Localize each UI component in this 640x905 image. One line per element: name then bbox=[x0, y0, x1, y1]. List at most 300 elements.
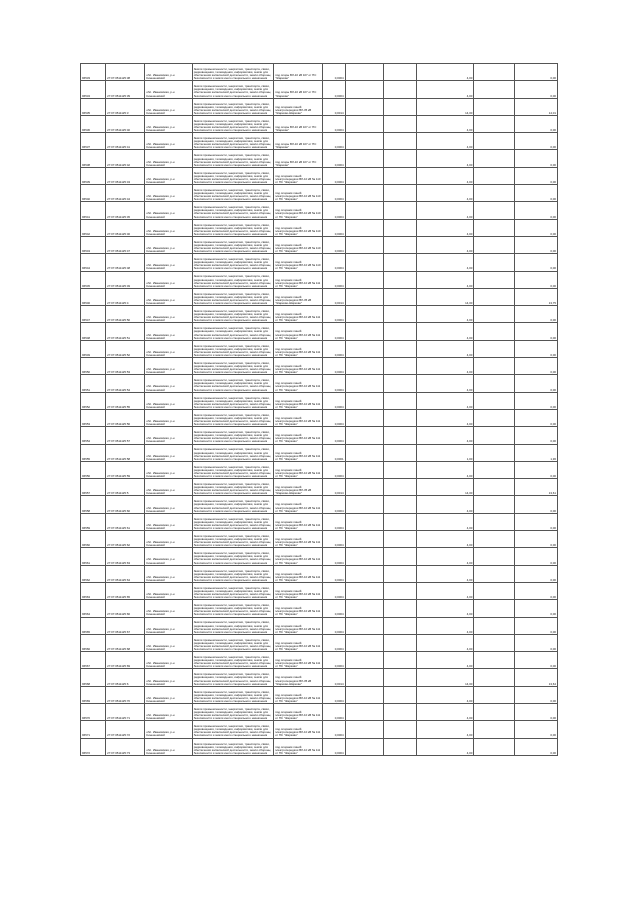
row-number: 96542 bbox=[81, 219, 106, 236]
empty-cell bbox=[383, 686, 416, 703]
value-b: 0,00 bbox=[514, 409, 557, 426]
address: обл. Ивановская, р-н Кинешемский bbox=[145, 219, 192, 236]
row-number: 96549 bbox=[81, 340, 106, 357]
permitted-use: под опорами линий электропередачи ВЛ-10 кВ № 111 от ПС "Жарково" bbox=[274, 686, 323, 703]
row-number: 96550 bbox=[81, 358, 106, 375]
address: обл. Ивановская, р-н Кинешемский bbox=[145, 479, 192, 496]
land-category: Земли промышленности, энергетики, транспорта, связи, радиовещания, телевидения, информатики, земли для обеспечения космической деятельности, земли обороны, безопасности и земли иного специального назначения bbox=[192, 531, 274, 548]
row-number: 96563 bbox=[81, 582, 106, 599]
value-a: 4,00 bbox=[417, 219, 474, 236]
value-a: 4,00 bbox=[417, 133, 474, 150]
empty-cell bbox=[383, 634, 416, 651]
empty-cell bbox=[474, 64, 514, 81]
area-value: 0,0004 bbox=[323, 150, 345, 167]
empty-cell bbox=[383, 617, 416, 634]
value-b: 0,00 bbox=[514, 617, 557, 634]
permitted-use: под опоры ВЛ-10 кВ 107 от ПС "Жарково" bbox=[274, 64, 323, 81]
value-b: 0,00 bbox=[514, 565, 557, 582]
permitted-use: под опорами линий электропередачи ВЛ-10 кВ № 110 от ПС "Жарково" bbox=[274, 185, 323, 202]
value-a: 4,00 bbox=[417, 600, 474, 617]
value-a: 4,00 bbox=[417, 738, 474, 755]
empty-cell bbox=[474, 306, 514, 323]
value-a: 4,00 bbox=[417, 461, 474, 478]
row-number: 96555 bbox=[81, 444, 106, 461]
empty-cell bbox=[474, 461, 514, 478]
land-category: Земли промышленности, энергетики, транспорта, связи, радиовещания, телевидения, информатики, земли для обеспечения космической деятельности, земли обороны, безопасности и земли иного специального назначения bbox=[192, 306, 274, 323]
empty-cell bbox=[383, 565, 416, 582]
empty-cell bbox=[383, 185, 416, 202]
table-row bbox=[81, 479, 558, 496]
area-value: 0,0004 bbox=[323, 427, 345, 444]
empty-cell bbox=[383, 479, 416, 496]
table-row bbox=[81, 496, 558, 513]
value-b: 0,00 bbox=[514, 686, 557, 703]
land-category: Земли промышленности, энергетики, транспорта, связи, радиовещания, телевидения, информатики, земли для обеспечения космической деятельности, земли обороны, безопасности и земли иного специального назначения bbox=[192, 358, 274, 375]
area-value: 0,0004 bbox=[323, 202, 345, 219]
land-category: Земли промышленности, энергетики, транспорта, связи, радиовещания, телевидения, информатики, земли для обеспечения космической деятельности, земли обороны, безопасности и земли иного специального назначения bbox=[192, 133, 274, 150]
row-number: 96539 bbox=[81, 167, 106, 184]
empty-cell bbox=[345, 185, 383, 202]
table-row bbox=[81, 219, 558, 236]
land-category: Земли промышленности, энергетики, транспорта, связи, радиовещания, телевидения, информатики, земли для обеспечения космической деятельности, земли обороны, безопасности и земли иного специального назначения bbox=[192, 167, 274, 184]
empty-cell bbox=[383, 703, 416, 720]
area-value: 0,0004 bbox=[323, 306, 345, 323]
value-a: 4,00 bbox=[417, 185, 474, 202]
table-row bbox=[81, 582, 558, 599]
address: обл. Ивановская, р-н Кинешемский bbox=[145, 703, 192, 720]
area-value: 0,0004 bbox=[323, 409, 345, 426]
value-a: 4,00 bbox=[417, 202, 474, 219]
address: обл. Ивановская, р-н Кинешемский bbox=[145, 64, 192, 81]
row-number: 96551 bbox=[81, 375, 106, 392]
cadastral-number: 27:07:0511125:47 bbox=[106, 236, 145, 253]
area-value: 0,0004 bbox=[323, 686, 345, 703]
row-number: 96537 bbox=[81, 133, 106, 150]
table-row bbox=[81, 409, 558, 426]
land-category: Земли промышленности, энергетики, транспорта, связи, радиовещания, телевидения, информатики, земли для обеспечения космической деятельности, земли обороны, безопасности и земли иного специального назначения bbox=[192, 669, 274, 686]
row-number: 96568 bbox=[81, 669, 106, 686]
row-number: 96570 bbox=[81, 703, 106, 720]
table-row bbox=[81, 600, 558, 617]
cadastral-number: 27:07:0511125:48 bbox=[106, 254, 145, 271]
area-value: 0,0004 bbox=[323, 271, 345, 288]
empty-cell bbox=[345, 306, 383, 323]
cadastral-number: 27:07:0511125:68 bbox=[106, 634, 145, 651]
address: обл. Ивановская, р-н Кинешемский bbox=[145, 409, 192, 426]
empty-cell bbox=[383, 548, 416, 565]
empty-cell bbox=[383, 375, 416, 392]
empty-cell bbox=[345, 323, 383, 340]
area-value: 0,0004 bbox=[323, 531, 345, 548]
cadastral-number: 27:07:0511125:70 bbox=[106, 686, 145, 703]
value-b: 0,00 bbox=[514, 496, 557, 513]
empty-cell bbox=[345, 167, 383, 184]
land-category: Земли промышленности, энергетики, транспорта, связи, радиовещания, телевидения, информатики, земли для обеспечения космической деятельности, земли обороны, безопасности и земли иного специального назначения bbox=[192, 185, 274, 202]
empty-cell bbox=[474, 340, 514, 357]
land-category: Земли промышленности, энергетики, транспорта, связи, радиовещания, телевидения, информатики, земли для обеспечения космической деятельности, земли обороны, безопасности и земли иного специального назначения bbox=[192, 254, 274, 271]
empty-cell bbox=[474, 617, 514, 634]
cadastral-number: 27:07:0511125:56 bbox=[106, 409, 145, 426]
row-number: 96548 bbox=[81, 323, 106, 340]
table-row bbox=[81, 652, 558, 669]
cadastral-number: 27:07:0511125:71 bbox=[106, 703, 145, 720]
empty-cell bbox=[474, 531, 514, 548]
empty-cell bbox=[474, 236, 514, 253]
cadastral-number: 27:07:0511125:53 bbox=[106, 358, 145, 375]
address: обл. Ивановская, р-н Кинешемский bbox=[145, 531, 192, 548]
value-b: 0,00 bbox=[514, 271, 557, 288]
land-category: Земли промышленности, энергетики, транспорта, связи, радиовещания, телевидения, информатики, земли для обеспечения космической деятельности, земли обороны, безопасности и земли иного специального назначения bbox=[192, 652, 274, 669]
land-category: Земли промышленности, энергетики, транспорта, связи, радиовещания, телевидения, информатики, земли для обеспечения космической деятельности, земли обороны, безопасности и земли иного специального назначения bbox=[192, 513, 274, 530]
empty-cell bbox=[383, 64, 416, 81]
area-value: 0,0004 bbox=[323, 392, 345, 409]
value-a: 14,00 bbox=[417, 669, 474, 686]
table-row bbox=[81, 513, 558, 530]
land-category: Земли промышленности, энергетики, транспорта, связи, радиовещания, телевидения, информатики, земли для обеспечения космической деятельности, земли обороны, безопасности и земли иного специального назначения bbox=[192, 427, 274, 444]
value-b: 0,00 bbox=[514, 703, 557, 720]
area-value: 0,0001 bbox=[323, 444, 345, 461]
area-value: 0,0004 bbox=[323, 375, 345, 392]
empty-cell bbox=[474, 548, 514, 565]
empty-cell bbox=[474, 427, 514, 444]
empty-cell bbox=[345, 703, 383, 720]
cadastral-number: 27:07:0511125:57 bbox=[106, 427, 145, 444]
land-category: Земли промышленности, энергетики, транспорта, связи, радиовещания, телевидения, информатики, земли для обеспечения космической деятельности, земли обороны, безопасности и земли иного специального назначения bbox=[192, 323, 274, 340]
cadastral-number: 27:07:0511125:40 bbox=[106, 115, 145, 132]
empty-cell bbox=[474, 115, 514, 132]
empty-cell bbox=[474, 150, 514, 167]
permitted-use: под опорами линий электропередачи ВЛ-10 кВ № 111 от ПС "Жарково" bbox=[274, 634, 323, 651]
row-number: 96567 bbox=[81, 652, 106, 669]
empty-cell bbox=[474, 409, 514, 426]
row-number: 96561 bbox=[81, 548, 106, 565]
row-number: 96571 bbox=[81, 721, 106, 738]
value-b: 0,00 bbox=[514, 115, 557, 132]
empty-cell bbox=[383, 513, 416, 530]
empty-cell bbox=[383, 236, 416, 253]
empty-cell bbox=[383, 81, 416, 98]
value-a: 14,00 bbox=[417, 479, 474, 496]
table-row bbox=[81, 721, 558, 738]
address: обл. Ивановская, р-н Кинешемский bbox=[145, 652, 192, 669]
permitted-use: под опорами линий электропередачи ВЛ-10 кВ № 111 от ПС "Жарково" bbox=[274, 496, 323, 513]
area-value: 0,0004 bbox=[323, 496, 345, 513]
cadastral-number: 27:07:0511125:44 bbox=[106, 185, 145, 202]
empty-cell bbox=[345, 721, 383, 738]
empty-cell bbox=[474, 738, 514, 755]
table-row bbox=[81, 236, 558, 253]
value-b: 0,00 bbox=[514, 150, 557, 167]
cadastral-number: 27:07:0511125:62 bbox=[106, 531, 145, 548]
permitted-use: под опорами линий электропередачи ВЛ-10 кВ № 111 от ПС "Жарково" bbox=[274, 271, 323, 288]
cadastral-number: 27:07:0511125:66 bbox=[106, 600, 145, 617]
area-value: 0,0014 bbox=[323, 288, 345, 305]
empty-cell bbox=[345, 236, 383, 253]
area-value: 0,0004 bbox=[323, 634, 345, 651]
empty-cell bbox=[345, 81, 383, 98]
land-register-table bbox=[80, 63, 558, 756]
empty-cell bbox=[345, 219, 383, 236]
value-b: 0,00 bbox=[514, 64, 557, 81]
value-a: 4,00 bbox=[417, 548, 474, 565]
table-row bbox=[81, 115, 558, 132]
empty-cell bbox=[383, 133, 416, 150]
value-a: 4,00 bbox=[417, 81, 474, 98]
value-a: 4,00 bbox=[417, 306, 474, 323]
table-row bbox=[81, 306, 558, 323]
value-b: 0,00 bbox=[514, 392, 557, 409]
land-category: Земли промышленности, энергетики, транспорта, связи, радиовещания, телевидения, информатики, земли для обеспечения космической деятельности, земли обороны, безопасности и земли иного специального назначения bbox=[192, 236, 274, 253]
permitted-use: под опорами линий электропередачи ВЛ-10 кВ № 110 от ПС "Жарково" bbox=[274, 254, 323, 271]
value-a: 4,00 bbox=[417, 565, 474, 582]
row-number: 96557 bbox=[81, 479, 106, 496]
area-value: 0,0004 bbox=[323, 236, 345, 253]
value-a: 4,00 bbox=[417, 375, 474, 392]
permitted-use: под опорами линий электропередачи ВЛ-10 кВ № 111 от ПС "Жарково" bbox=[274, 617, 323, 634]
empty-cell bbox=[383, 358, 416, 375]
area-value: 0,0004 bbox=[323, 64, 345, 81]
value-b: 0,00 bbox=[514, 340, 557, 357]
area-value: 0,0004 bbox=[323, 254, 345, 271]
empty-cell bbox=[345, 513, 383, 530]
empty-cell bbox=[345, 271, 383, 288]
area-value: 0,0004 bbox=[323, 565, 345, 582]
empty-cell bbox=[345, 288, 383, 305]
area-value: 0,0004 bbox=[323, 81, 345, 98]
area-value: 0,0004 bbox=[323, 652, 345, 669]
table-row bbox=[81, 150, 558, 167]
address: обл. Ивановская, р-н Кинешемский bbox=[145, 634, 192, 651]
empty-cell bbox=[383, 254, 416, 271]
permitted-use: под опорами линий электропередачи ВЛ-10 кВ № 111 от ПС "Жарково" bbox=[274, 340, 323, 357]
empty-cell bbox=[345, 409, 383, 426]
empty-cell bbox=[474, 392, 514, 409]
permitted-use: под опорами линий электропередачи ВЛ-10 кВ № 111 от ПС "Жарково" bbox=[274, 461, 323, 478]
value-b: 0,00 bbox=[514, 202, 557, 219]
empty-cell bbox=[474, 323, 514, 340]
row-number: 96562 bbox=[81, 565, 106, 582]
value-a: 4,00 bbox=[417, 721, 474, 738]
address: обл. Ивановская, р-н Кинешемский bbox=[145, 133, 192, 150]
row-number: 96560 bbox=[81, 531, 106, 548]
address: обл. Ивановская, р-н Кинешемский bbox=[145, 617, 192, 634]
value-b: 0,00 bbox=[514, 254, 557, 271]
address: обл. Ивановская, р-н Кинешемский bbox=[145, 427, 192, 444]
permitted-use: под опорами линий электропередачи ВЛ-10 кВ № 111 от ПС "Жарково" bbox=[274, 358, 323, 375]
value-a: 4,00 bbox=[417, 531, 474, 548]
permitted-use: под опорами линий электропередачи ВЛ-10 кВ № 110 от ПС "Жарково" bbox=[274, 167, 323, 184]
address: обл. Ивановская, р-н Кинешемский bbox=[145, 513, 192, 530]
empty-cell bbox=[474, 185, 514, 202]
table-row bbox=[81, 202, 558, 219]
empty-cell bbox=[383, 340, 416, 357]
table-row bbox=[81, 444, 558, 461]
row-number: 96538 bbox=[81, 150, 106, 167]
empty-cell bbox=[383, 721, 416, 738]
empty-cell bbox=[345, 686, 383, 703]
land-category: Земли промышленности, энергетики, транспорта, связи, радиовещания, телевидения, информатики, земли для обеспечения космической деятельности, земли обороны, безопасности и земли иного специального назначения bbox=[192, 271, 274, 288]
value-b: 0,00 bbox=[514, 306, 557, 323]
permitted-use: под опоры ВЛ-10 кВ 107 от ПС "Жарково" bbox=[274, 115, 323, 132]
empty-cell bbox=[383, 271, 416, 288]
cadastral-number: 27:07:0511125:49 bbox=[106, 271, 145, 288]
land-category: Земли промышленности, энергетики, транспорта, связи, радиовещания, телевидения, информатики, земли для обеспечения космической деятельности, земли обороны, безопасности и земли иного специального назначения bbox=[192, 565, 274, 582]
address: обл. Ивановская, р-н Кинешемский bbox=[145, 686, 192, 703]
address: обл. Ивановская, р-н Кинешемский bbox=[145, 254, 192, 271]
permitted-use: под опорами линий электропередачи ВЛ-10 кВ № 111 от ПС "Жарково" bbox=[274, 392, 323, 409]
address: обл. Ивановская, р-н Кинешемский bbox=[145, 185, 192, 202]
table-row bbox=[81, 548, 558, 565]
table-row bbox=[81, 375, 558, 392]
value-b: 0,00 bbox=[514, 738, 557, 755]
table-row bbox=[81, 461, 558, 478]
area-value: 0,0004 bbox=[323, 461, 345, 478]
land-category: Земли промышленности, энергетики, транспорта, связи, радиовещания, телевидения, информатики, земли для обеспечения космической деятельности, земли обороны, безопасности и земли иного специального назначения bbox=[192, 409, 274, 426]
land-category: Земли промышленности, энергетики, транспорта, связи, радиовещания, телевидения, информатики, земли для обеспечения космической деятельности, земли обороны, безопасности и земли иного специального назначения bbox=[192, 738, 274, 755]
area-value: 0,0004 bbox=[323, 738, 345, 755]
address: обл. Ивановская, р-н Кинешемский bbox=[145, 565, 192, 582]
table-row bbox=[81, 531, 558, 548]
empty-cell bbox=[474, 669, 514, 686]
empty-cell bbox=[345, 479, 383, 496]
value-a: 4,00 bbox=[417, 115, 474, 132]
empty-cell bbox=[383, 582, 416, 599]
value-b: 0,00 bbox=[514, 582, 557, 599]
value-b: 0,00 bbox=[514, 427, 557, 444]
address: обл. Ивановская, р-н Кинешемский bbox=[145, 582, 192, 599]
row-number: 96556 bbox=[81, 461, 106, 478]
empty-cell bbox=[474, 375, 514, 392]
row-number: 96559 bbox=[81, 513, 106, 530]
row-number: 96534 bbox=[81, 81, 106, 98]
empty-cell bbox=[345, 652, 383, 669]
value-b: 0,00 bbox=[514, 652, 557, 669]
empty-cell bbox=[345, 150, 383, 167]
row-number: 96543 bbox=[81, 236, 106, 253]
cadastral-number: 27:07:0511125:55 bbox=[106, 392, 145, 409]
cadastral-number: 27:07:0511125:60 bbox=[106, 496, 145, 513]
address: обл. Ивановская, р-н Кинешемский bbox=[145, 496, 192, 513]
empty-cell bbox=[345, 392, 383, 409]
empty-cell bbox=[345, 600, 383, 617]
table-row bbox=[81, 565, 558, 582]
permitted-use: под опорами линий электропередачи ВЛ-10 кВ № 111 от ПС "Жарково" bbox=[274, 738, 323, 755]
cadastral-number: 27:07:0511125:42 bbox=[106, 150, 145, 167]
cadastral-number: 27:07:0511125:3 bbox=[106, 98, 145, 115]
row-number: 96544 bbox=[81, 254, 106, 271]
value-b: 0,00 bbox=[514, 81, 557, 98]
table-row bbox=[81, 81, 558, 98]
table-row bbox=[81, 738, 558, 755]
empty-cell bbox=[383, 323, 416, 340]
empty-cell bbox=[383, 98, 416, 115]
empty-cell bbox=[383, 444, 416, 461]
value-a: 4,00 bbox=[417, 167, 474, 184]
cadastral-number: 27:07:0511125:61 bbox=[106, 513, 145, 530]
address: обл. Ивановская, р-н Кинешемский bbox=[145, 600, 192, 617]
land-category: Земли промышленности, энергетики, транспорта, связи, радиовещания, телевидения, информатики, земли для обеспечения космической деятельности, земли обороны, безопасности и земли иного специального назначения bbox=[192, 202, 274, 219]
cadastral-number: 27:07:0511125:54 bbox=[106, 375, 145, 392]
address: обл. Ивановская, р-н Кинешемский bbox=[145, 167, 192, 184]
table-row bbox=[81, 392, 558, 409]
empty-cell bbox=[474, 219, 514, 236]
land-category: Земли промышленности, энергетики, транспорта, связи, радиовещания, телевидения, информатики, земли для обеспечения космической деятельности, земли обороны, безопасности и земли иного специального назначения bbox=[192, 461, 274, 478]
cadastral-number: 27:07:0511125:45 bbox=[106, 202, 145, 219]
value-b: 13,64 bbox=[514, 669, 557, 686]
value-b: 0,00 bbox=[514, 600, 557, 617]
permitted-use: под опоры ВЛ-10 кВ 107 от ПС "Жарково" bbox=[274, 133, 323, 150]
empty-cell bbox=[345, 375, 383, 392]
value-a: 14,00 bbox=[417, 98, 474, 115]
row-number: 96533 bbox=[81, 64, 106, 81]
empty-cell bbox=[383, 167, 416, 184]
permitted-use: под опорами линий электропередачи ВЛ-10 кВ № 111 от ПС "Жарково" bbox=[274, 531, 323, 548]
address: обл. Ивановская, р-н Кинешемский bbox=[145, 548, 192, 565]
empty-cell bbox=[345, 565, 383, 582]
empty-cell bbox=[474, 133, 514, 150]
land-category: Земли промышленности, энергетики, транспорта, связи, радиовещания, телевидения, информатики, земли для обеспечения космической деятельности, земли обороны, безопасности и земли иного специального назначения bbox=[192, 444, 274, 461]
empty-cell bbox=[474, 513, 514, 530]
value-a: 4,00 bbox=[417, 64, 474, 81]
permitted-use: под опорами линий электропередачи ВЛ-10 кВ № 111 от ПС "Жарково" bbox=[274, 721, 323, 738]
empty-cell bbox=[383, 461, 416, 478]
row-number: 96552 bbox=[81, 392, 106, 409]
permitted-use: под опорами линий электропередачи ВЛ-10 кВ № 111 от ПС "Жарково" bbox=[274, 323, 323, 340]
table-row bbox=[81, 185, 558, 202]
table-row bbox=[81, 358, 558, 375]
permitted-use: под опорами линий электропередачи ВЛ-10 кВ № 111 от ПС "Жарково" bbox=[274, 652, 323, 669]
empty-cell bbox=[345, 64, 383, 81]
cadastral-number: 27:07:0511125:73 bbox=[106, 738, 145, 755]
value-a: 1,00 bbox=[417, 444, 474, 461]
permitted-use: под опорами линий электропередачи ВЛ-10 кВ № 110 от ПС "Жарково" bbox=[274, 219, 323, 236]
permitted-use: под опорами линий электропередачи ВЛ-35 кВ "Жарково-Ширково" bbox=[274, 669, 323, 686]
empty-cell bbox=[383, 600, 416, 617]
permitted-use: под опорами линий электропередачи ВЛ-10 кВ № 111 от ПС "Жарково" bbox=[274, 703, 323, 720]
empty-cell bbox=[474, 254, 514, 271]
value-a: 4,00 bbox=[417, 392, 474, 409]
land-category: Земли промышленности, энергетики, транспорта, связи, радиовещания, телевидения, информатики, земли для обеспечения космической деятельности, земли обороны, безопасности и земли иного специального назначения bbox=[192, 150, 274, 167]
row-number: 96565 bbox=[81, 617, 106, 634]
value-a: 4,00 bbox=[417, 409, 474, 426]
value-b: 14,01 bbox=[514, 98, 557, 115]
value-a: 4,00 bbox=[417, 254, 474, 271]
land-register-body bbox=[81, 64, 558, 756]
empty-cell bbox=[383, 738, 416, 755]
empty-cell bbox=[383, 409, 416, 426]
empty-cell bbox=[345, 548, 383, 565]
empty-cell bbox=[474, 634, 514, 651]
land-category: Земли промышленности, энергетики, транспорта, связи, радиовещания, телевидения, информатики, земли для обеспечения космической деятельности, земли обороны, безопасности и земли иного специального назначения bbox=[192, 721, 274, 738]
area-value: 0,0004 bbox=[323, 133, 345, 150]
value-a: 4,00 bbox=[417, 686, 474, 703]
empty-cell bbox=[345, 427, 383, 444]
empty-cell bbox=[474, 703, 514, 720]
empty-cell bbox=[345, 496, 383, 513]
empty-cell bbox=[345, 617, 383, 634]
cadastral-number: 27:07:0511125:39 bbox=[106, 81, 145, 98]
empty-cell bbox=[383, 531, 416, 548]
empty-cell bbox=[474, 479, 514, 496]
permitted-use: под опорами линий электропередачи ВЛ-10 кВ № 111 от ПС "Жарково" bbox=[274, 409, 323, 426]
value-b: 1,36 bbox=[514, 444, 557, 461]
permitted-use: под опорами линий электропередачи ВЛ-35 кВ "Жарково-Ширково" bbox=[274, 288, 323, 305]
permitted-use: под опорами линий электропередачи ВЛ-10 кВ № 111 от ПС "Жарково" bbox=[274, 548, 323, 565]
table-row bbox=[81, 634, 558, 651]
empty-cell bbox=[474, 652, 514, 669]
cadastral-number: 27:07:0511125:64 bbox=[106, 565, 145, 582]
cadastral-number: 27:07:0511125:41 bbox=[106, 133, 145, 150]
